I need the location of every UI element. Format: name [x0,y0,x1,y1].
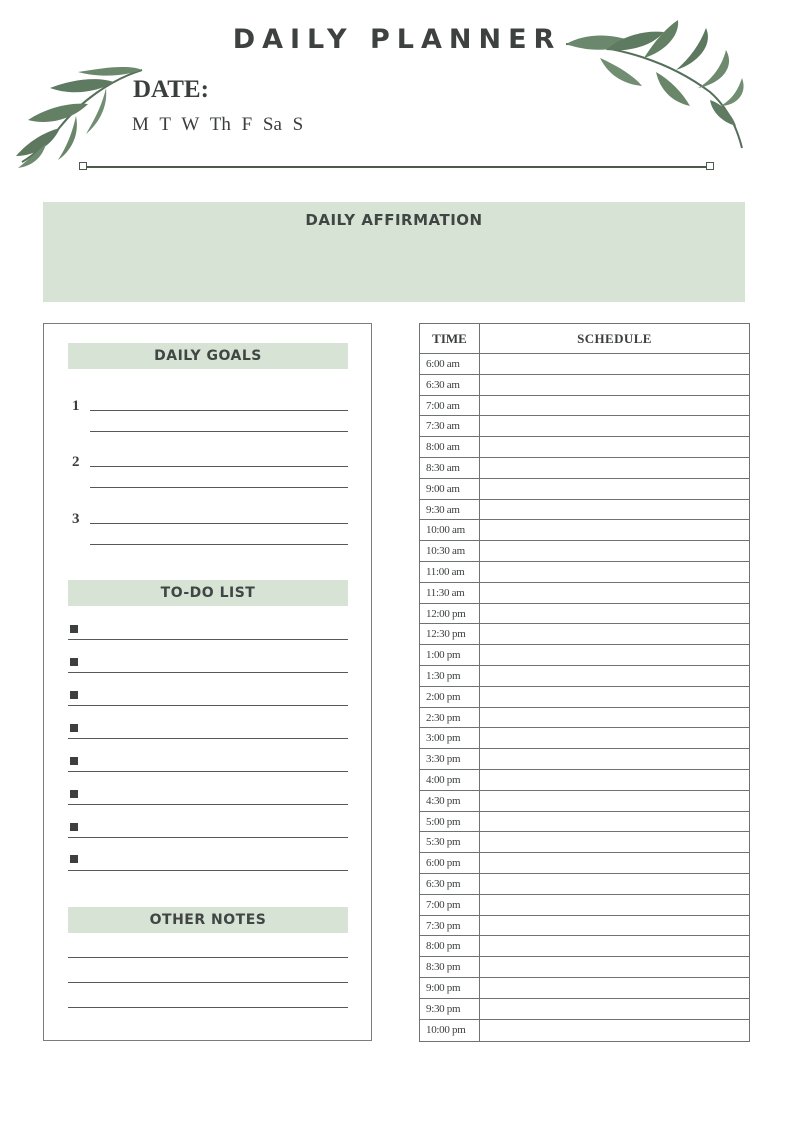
time-slot-label: 7:00 pm [426,898,461,911]
schedule-row [420,520,749,541]
time-slot-label: 5:00 pm [426,815,461,828]
todo-bullet-icon[interactable] [70,658,78,666]
schedule-table [419,323,750,1042]
todo-bullet-icon[interactable] [70,625,78,633]
notes-line[interactable] [68,957,348,958]
schedule-entry-cell[interactable] [480,520,749,540]
todo-line[interactable] [68,705,348,706]
schedule-row [420,812,749,833]
todo-bullet-icon[interactable] [70,790,78,798]
schedule-entry-cell[interactable] [480,708,749,728]
schedule-entry-cell[interactable] [480,874,749,894]
time-slot-label: 12:00 pm [426,607,466,620]
schedule-entry-cell[interactable] [480,645,749,665]
schedule-entry-cell[interactable] [480,936,749,956]
schedule-entry-cell[interactable] [480,396,749,416]
page-title: DAILY PLANNER [232,24,562,55]
time-slot-label: 7:30 pm [426,919,461,932]
schedule-entry-cell[interactable] [480,624,749,644]
schedule-row [420,396,749,417]
schedule-row [420,354,749,375]
time-slot-label: 3:00 pm [426,732,461,745]
goal-2-line-b[interactable] [90,487,348,488]
schedule-row [420,416,749,437]
todo-line[interactable] [68,771,348,772]
time-slot-label: 1:00 pm [426,649,461,662]
day-f[interactable]: F [241,114,253,135]
time-slot-label: 11:30 am [426,586,465,599]
day-th[interactable]: Th [209,114,231,135]
schedule-row [420,749,749,770]
time-slot-label: 9:30 pm [426,1002,461,1015]
time-slot-label: 2:30 pm [426,711,461,724]
schedule-entry-cell[interactable] [480,895,749,915]
schedule-column-header: SCHEDULE [577,331,652,346]
day-w[interactable]: W [181,114,200,135]
goal-2-line-a[interactable] [90,466,348,467]
goal-number-3: 3 [72,511,80,527]
time-slot-label: 6:00 am [426,358,460,370]
time-slot-label: 6:30 am [426,378,460,391]
time-slot-label: 6:30 pm [426,877,461,890]
schedule-row [420,978,749,999]
schedule-entry-cell[interactable] [480,437,749,457]
time-column-header: TIME [432,331,467,346]
schedule-entry-cell[interactable] [480,999,749,1019]
time-slot-label: 6:00 pm [426,857,461,870]
schedule-entry-cell[interactable] [480,728,749,748]
todo-line[interactable] [68,639,348,640]
header-divider [82,166,712,168]
schedule-row [420,957,749,978]
schedule-row [420,770,749,791]
daily-goals-header: DAILY GOALS [68,343,348,369]
schedule-entry-cell[interactable] [480,458,749,478]
schedule-row [420,562,749,583]
goal-number-2: 2 [72,454,80,470]
schedule-row [420,624,749,645]
schedule-entry-cell[interactable] [480,666,749,686]
time-slot-label: 8:00 am [426,441,460,454]
goal-1-line-b[interactable] [90,431,348,432]
schedule-entry-cell[interactable] [480,957,749,977]
time-slot-label: 9:00 pm [426,981,461,994]
schedule-entry-cell[interactable] [480,500,749,520]
schedule-entry-cell[interactable] [480,583,749,603]
time-slot-label: 9:00 am [426,482,460,495]
schedule-entry-cell[interactable] [480,853,749,873]
affirmation-title: DAILY AFFIRMATION [305,211,483,229]
schedule-entry-cell[interactable] [480,978,749,998]
time-slot-label: 11:00 am [426,565,465,578]
todo-list-header: TO-DO LIST [68,580,348,606]
time-slot-label: 8:00 pm [426,940,461,953]
schedule-row [420,375,749,396]
schedule-entry-cell[interactable] [480,749,749,769]
time-slot-label: 4:30 pm [426,794,461,807]
schedule-entry-cell[interactable] [480,416,749,436]
day-t[interactable]: T [159,114,171,135]
schedule-entry-cell[interactable] [480,791,749,811]
weekday-selector [132,114,309,136]
time-slot-label: 8:30 am [426,461,460,474]
todo-bullet-icon[interactable] [70,691,78,699]
schedule-row [420,687,749,708]
schedule-entry-cell[interactable] [480,770,749,790]
schedule-row [420,1020,749,1041]
schedule-entry-cell[interactable] [480,479,749,499]
time-slot-label: 3:30 pm [426,753,461,766]
time-slot-label: 4:00 pm [426,773,461,786]
leaf-branch-left-icon [10,62,150,172]
schedule-entry-cell[interactable] [480,687,749,707]
schedule-row [420,832,749,853]
goal-1-line-a[interactable] [90,410,348,411]
schedule-row [420,458,749,479]
time-slot-label: 7:00 am [426,399,460,412]
schedule-row [420,479,749,500]
time-slot-label: 10:00 am [426,524,465,537]
time-slot-label: 7:30 am [426,420,460,433]
schedule-row [420,645,749,666]
time-slot-label: 10:00 pm [426,1023,466,1036]
day-sa[interactable]: Sa [262,114,282,135]
todo-line[interactable] [68,870,348,871]
schedule-row [420,999,749,1020]
day-m[interactable]: M [132,114,149,135]
other-notes-header: OTHER NOTES [68,907,348,933]
todo-bullet-icon[interactable] [70,757,78,765]
schedule-row [420,437,749,458]
time-slot-label: 10:30 am [426,545,465,558]
divider-end-right [706,162,714,170]
affirmation-box[interactable] [43,202,745,302]
todo-line[interactable] [68,738,348,739]
schedule-header-row [420,324,749,354]
schedule-entry-cell[interactable] [480,812,749,832]
schedule-row [420,541,749,562]
schedule-row [420,500,749,521]
goal-3-line-a[interactable] [90,523,348,524]
notes-line[interactable] [68,982,348,983]
todo-bullet-icon[interactable] [70,823,78,831]
todo-bullet-icon[interactable] [70,855,78,863]
schedule-entry-cell[interactable] [480,562,749,582]
schedule-entry-cell[interactable] [480,1020,749,1041]
schedule-row [420,916,749,937]
schedule-row [420,583,749,604]
schedule-entry-cell[interactable] [480,541,749,561]
schedule-row [420,728,749,749]
time-slot-label: 12:30 pm [426,628,466,641]
time-slot-label: 5:30 pm [426,836,461,849]
schedule-row [420,936,749,957]
schedule-entry-cell[interactable] [480,604,749,624]
schedule-row [420,604,749,625]
time-slot-label: 9:30 am [426,503,460,516]
time-slot-label: 2:00 pm [426,690,461,703]
todo-bullet-icon[interactable] [70,724,78,732]
notes-line[interactable] [68,1007,348,1008]
schedule-row [420,874,749,895]
schedule-row [420,666,749,687]
schedule-entry-cell[interactable] [480,354,749,374]
time-slot-label: 8:30 pm [426,961,461,974]
schedule-row [420,895,749,916]
divider-end-left [79,162,87,170]
time-slot-label: 1:30 pm [426,669,461,682]
schedule-row [420,708,749,729]
goal-3-line-b[interactable] [90,544,348,545]
date-label: DATE: [133,76,209,103]
todo-line[interactable] [68,804,348,805]
schedule-entry-cell[interactable] [480,832,749,852]
todo-line[interactable] [68,837,348,838]
schedule-entry-cell[interactable] [480,375,749,395]
goal-number-1: 1 [72,398,80,414]
schedule-row [420,853,749,874]
schedule-entry-cell[interactable] [480,916,749,936]
schedule-rows [420,354,749,1040]
day-s[interactable]: S [292,114,304,135]
schedule-row [420,791,749,812]
todo-line[interactable] [68,672,348,673]
